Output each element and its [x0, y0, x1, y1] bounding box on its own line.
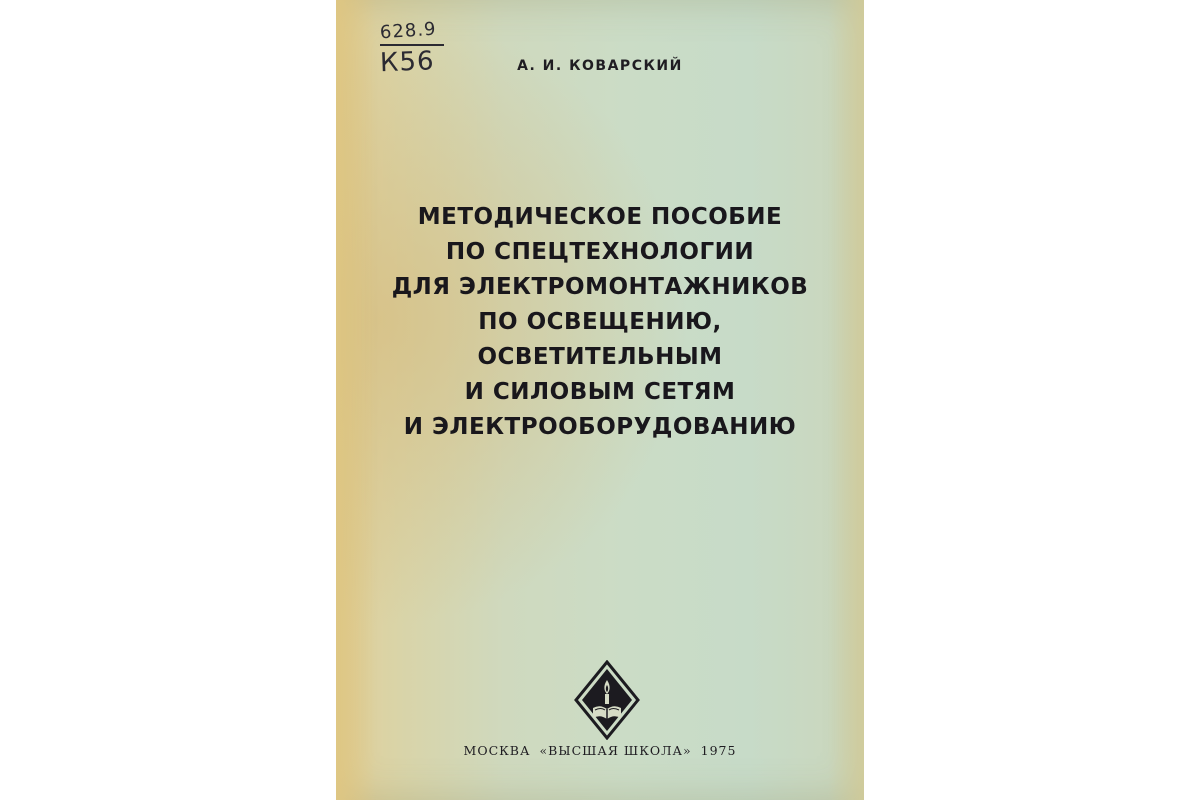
- title-line: ПО ОСВЕЩЕНИЮ,: [478, 309, 722, 335]
- publisher-imprint: [336, 743, 864, 758]
- title-line: ОСВЕТИТЕЛЬНЫМ: [477, 344, 723, 370]
- publication-year: 1975: [700, 743, 737, 758]
- title-line: ДЛЯ ЭЛЕКТРОМОНТАЖНИКОВ: [391, 274, 809, 300]
- shelfmark-author-code: К56: [379, 46, 436, 79]
- title-line: ПО СПЕЦТЕХНОЛОГИИ: [445, 239, 755, 265]
- author-name: А. И. КОВАРСКИЙ: [517, 58, 683, 74]
- publisher-name: «ВЫСШАЯ ШКОЛА»: [539, 743, 692, 758]
- publisher-diamond-torch-book-icon: [574, 660, 640, 740]
- title-line: МЕТОДИЧЕСКОЕ ПОСОБИЕ: [417, 204, 783, 230]
- book-title: [336, 200, 864, 445]
- publisher-city: МОСКВА: [463, 743, 531, 758]
- title-line: И ЭЛЕКТРООБОРУДОВАНИЮ: [403, 414, 797, 440]
- shelfmark-classification: 628.9: [379, 18, 438, 44]
- title-line: И СИЛОВЫМ СЕТЯМ: [464, 379, 736, 405]
- shelfmark-divider: [380, 44, 444, 46]
- book-cover: [336, 0, 864, 800]
